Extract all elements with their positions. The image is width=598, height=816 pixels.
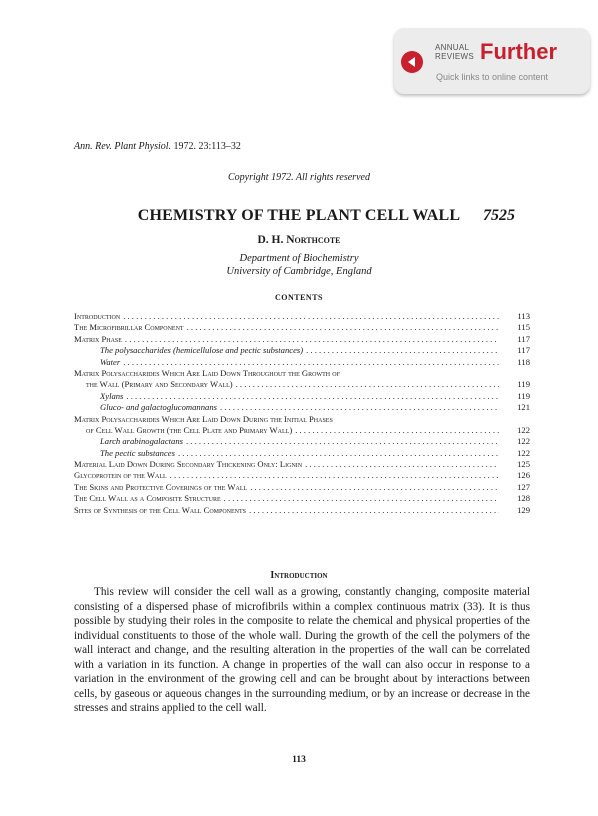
toc-entry xyxy=(74,402,530,413)
toc-page: 122 xyxy=(517,424,530,435)
toc-page: 113 xyxy=(517,311,530,321)
toc-label: The Microfibrillar Component xyxy=(74,322,184,333)
copyright-notice: Copyright 1972. All rights reserved xyxy=(228,172,370,183)
toc-page: 122 xyxy=(517,436,530,447)
further-label: Further xyxy=(480,39,557,64)
section-heading-introduction: Introduction xyxy=(270,570,328,581)
toc-entry xyxy=(74,505,530,516)
toc-page: 125 xyxy=(517,459,530,470)
author-department: Department of Biochemistry xyxy=(239,253,359,264)
toc-label: The Cell Wall as a Composite Structure xyxy=(74,493,221,504)
back-arrow-icon xyxy=(401,51,423,73)
toc-entry xyxy=(74,459,530,470)
toc-entry xyxy=(74,436,530,447)
toc-label: Sites of Synthesis of the Cell Wall Components xyxy=(74,504,247,515)
toc-page: 128 xyxy=(517,493,530,504)
annual-reviews-logo xyxy=(435,43,474,61)
toc-entry xyxy=(74,322,530,333)
toc-entry xyxy=(74,391,530,402)
toc-label: Gluco- and galactoglucomannans xyxy=(100,402,217,413)
toc-page: 129 xyxy=(517,504,530,515)
toc-entry xyxy=(74,414,530,425)
toc-page: 119 xyxy=(517,379,530,390)
reviews-label: REVIEWS xyxy=(435,52,474,61)
toc-label: The pectic substances xyxy=(100,447,175,458)
toc-entry xyxy=(74,357,530,368)
toc-label: The polysaccharides (hemicellulose and pectic substances) xyxy=(100,345,304,356)
annual-label: ANNUAL xyxy=(435,43,470,52)
toc-entry xyxy=(74,311,530,322)
toc-label: Xylans xyxy=(100,390,124,401)
intro-paragraph: This review will consider the cell wall as a growing, constantly changing, composite material consisting of a dispersed phase of microfibrils within a complex continuous matrix (33). It is thus possible by studying their roles in the composite to relate the chemical and physical properties of the individual constituents to those of the whole wall. During the growth of the cell the polymers of the wall interact and change, and the resulting alteration in the properties of the wall can be correlated with a variation in its function. A change in properties of the wall can also occur in response to a variation in the environment of the growing cell and can be brought about by interactions between cells, by gaseous or aqueous changes in the surrounding medium, or by an increase or decrease in the stresses and strains applied to the cell wall. xyxy=(74,586,530,715)
toc-label: of Cell Wall Growth (the Cell Plate and Primary Wall) xyxy=(86,424,293,435)
toc-label: Material Laid Down During Secondary Thickening Only: Lignin xyxy=(74,459,303,470)
article-code: 7525 xyxy=(483,207,515,224)
toc-entry xyxy=(74,493,530,504)
toc-label: The Skins and Protective Coverings of the Wall xyxy=(74,481,248,492)
toc-page: 117 xyxy=(517,333,530,344)
toc-entry xyxy=(74,470,530,481)
toc-label: Glycoprotein of the Wall xyxy=(74,470,167,481)
toc-page: 122 xyxy=(517,447,530,458)
toc-page: 118 xyxy=(517,356,530,367)
toc-label: Water xyxy=(100,356,121,367)
toc-label: Introduction xyxy=(74,311,121,321)
toc-page: 126 xyxy=(517,470,530,481)
citation-journal: Ann. Rev. Plant Physiol. xyxy=(74,141,172,152)
article-title: CHEMISTRY OF THE PLANT CELL WALL xyxy=(137,207,461,224)
citation-volume: 1972. 23:113–32 xyxy=(173,141,241,152)
table-of-contents xyxy=(74,311,530,516)
toc-page: 115 xyxy=(517,322,530,333)
toc-label: Matrix Polysaccharides Which Are Laid Down During the Initial Phases xyxy=(74,413,333,424)
toc-entry xyxy=(74,345,530,356)
toc-entry xyxy=(74,448,530,459)
author-name: D. H. Northcote xyxy=(257,234,341,246)
toc-page: 117 xyxy=(517,345,530,356)
contents-heading: CONTENTS xyxy=(274,293,323,302)
author-university: University of Cambridge, England xyxy=(226,266,372,277)
toc-page: 127 xyxy=(517,481,530,492)
body-text xyxy=(74,585,530,716)
toc-label: the Wall (Primary and Secondary Wall) xyxy=(86,379,233,390)
journal-citation xyxy=(74,141,241,152)
toc-entry xyxy=(74,482,530,493)
further-tagline: Quick links to online content xyxy=(436,72,549,82)
toc-label: Larch arabinogalactans xyxy=(100,436,183,447)
toc-label: Matrix Phase xyxy=(74,333,122,344)
page-number: 113 xyxy=(292,755,306,765)
toc-page: 121 xyxy=(517,402,530,413)
toc-label: Matrix Polysaccharides Which Are Laid Down Throughout the Growth of xyxy=(74,367,340,378)
toc-page: 119 xyxy=(517,390,530,401)
further-links-badge[interactable] xyxy=(394,28,590,94)
toc-entry xyxy=(74,425,530,436)
toc-entry xyxy=(74,334,530,345)
toc-entry xyxy=(74,368,530,379)
toc-entry xyxy=(74,379,530,390)
